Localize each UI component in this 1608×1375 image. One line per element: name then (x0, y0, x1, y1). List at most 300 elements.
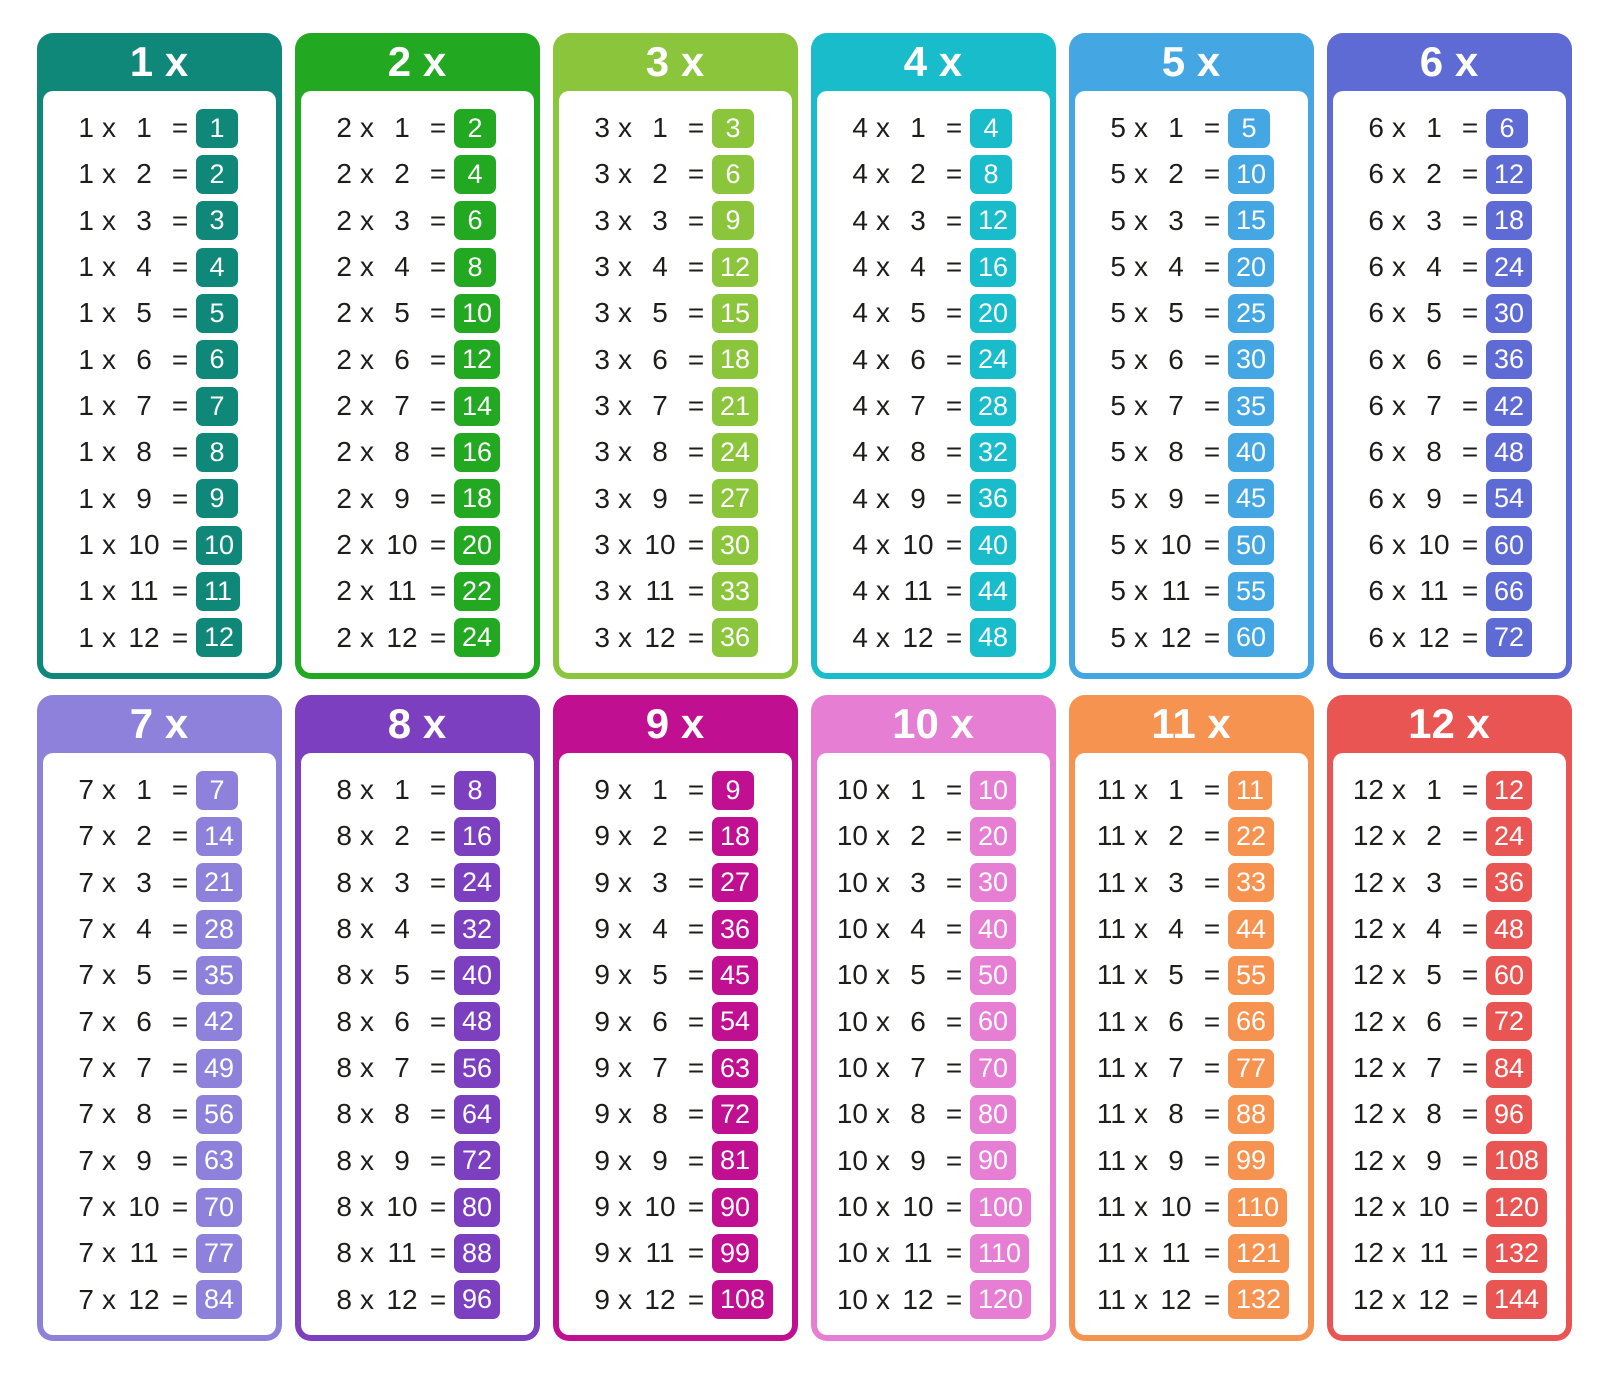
equation-row (301, 956, 534, 995)
equals-sign: = (1461, 575, 1479, 607)
multiplier: 12 (1160, 621, 1192, 653)
product-box: 70 (196, 1188, 242, 1227)
product-box: 18 (454, 479, 500, 518)
times-sign: x (618, 913, 632, 945)
product-slot (1228, 294, 1300, 333)
multiplicand: 12 (1352, 866, 1384, 898)
multiplicand: 8 (336, 1283, 352, 1315)
times-sign: x (876, 1144, 890, 1176)
equation-row (559, 526, 792, 565)
card-title: 11 x (1151, 700, 1231, 747)
multiplicand: 9 (594, 1237, 610, 1269)
times-sign: x (360, 866, 374, 898)
equals-sign: = (945, 1144, 963, 1176)
product-box: 99 (1228, 1141, 1274, 1180)
multiplicand: 8 (336, 1005, 352, 1037)
product-slot (196, 201, 268, 240)
equation-row (817, 248, 1050, 287)
equals-sign: = (429, 866, 447, 898)
multiplicand: 11 (1096, 913, 1126, 945)
multiplicand: 4 (852, 297, 868, 329)
multiplier: 11 (387, 575, 417, 607)
multiplicand: 7 (78, 820, 94, 852)
times-sign: x (102, 1005, 116, 1037)
product-slot (1228, 340, 1300, 379)
product-slot (970, 1095, 1042, 1134)
product-box: 24 (712, 433, 758, 472)
times-sign: x (1134, 1237, 1148, 1269)
times-sign: x (1392, 158, 1406, 190)
equals-sign: = (429, 959, 447, 991)
times-sign: x (360, 959, 374, 991)
equals-sign: = (171, 866, 189, 898)
equation-row (559, 956, 792, 995)
product-slot (454, 433, 526, 472)
product-box: 144 (1486, 1280, 1547, 1319)
equation-row (817, 155, 1050, 194)
equals-sign: = (429, 1283, 447, 1315)
product-slot (712, 201, 784, 240)
times-sign: x (102, 575, 116, 607)
product-slot (454, 910, 526, 949)
times-sign: x (1392, 1283, 1406, 1315)
equals-sign: = (1461, 204, 1479, 236)
times-sign: x (876, 820, 890, 852)
times-sign: x (102, 820, 116, 852)
equals-sign: = (429, 820, 447, 852)
multiplicand: 6 (1368, 390, 1384, 422)
product-slot (712, 1095, 784, 1134)
equation-row (43, 340, 276, 379)
product-slot (454, 863, 526, 902)
times-sign: x (102, 343, 116, 375)
multiplicand: 10 (836, 1237, 868, 1269)
multiplicand: 6 (1368, 251, 1384, 283)
equation-row (1333, 572, 1566, 611)
equation-row (559, 910, 792, 949)
product-slot (196, 863, 268, 902)
equation-row (1333, 248, 1566, 287)
product-slot (970, 1049, 1042, 1088)
times-sign: x (618, 343, 632, 375)
product-slot (1486, 1095, 1558, 1134)
product-box: 12 (454, 340, 500, 379)
equation-row (1333, 479, 1566, 518)
times-sign: x (360, 251, 374, 283)
multiplier: 4 (1168, 913, 1184, 945)
times-sign: x (1134, 820, 1148, 852)
equals-sign: = (687, 112, 705, 144)
product-slot (712, 863, 784, 902)
multiplicand: 12 (1352, 959, 1384, 991)
equation-row (1333, 1095, 1566, 1134)
product-slot (970, 1141, 1042, 1180)
product-slot (454, 956, 526, 995)
equals-sign: = (1461, 1191, 1479, 1223)
equals-sign: = (1461, 774, 1479, 806)
multiplicand: 12 (1352, 1005, 1384, 1037)
card-title: 10 x (892, 700, 974, 747)
equals-sign: = (171, 1144, 189, 1176)
multiplier: 11 (387, 1237, 417, 1269)
times-sign: x (876, 575, 890, 607)
product-box: 16 (970, 248, 1016, 287)
times-sign: x (618, 436, 632, 468)
equals-sign: = (945, 158, 963, 190)
product-slot (454, 248, 526, 287)
equals-sign: = (171, 1098, 189, 1130)
product-slot (454, 294, 526, 333)
product-box: 45 (712, 956, 758, 995)
equals-sign: = (945, 959, 963, 991)
multiplier: 2 (1426, 820, 1442, 852)
product-box: 5 (196, 294, 238, 333)
multiplicand: 1 (78, 204, 94, 236)
equals-sign: = (1461, 866, 1479, 898)
equation-row (43, 863, 276, 902)
multiplier: 9 (652, 1144, 668, 1176)
equation-row (301, 1002, 534, 1041)
multiplicand: 7 (78, 1283, 94, 1315)
product-box: 40 (454, 956, 500, 995)
multiplier: 1 (1168, 774, 1184, 806)
multiplicand: 1 (78, 390, 94, 422)
product-box: 12 (1486, 771, 1532, 810)
multiplier: 5 (136, 297, 152, 329)
multiplicand: 7 (78, 1191, 94, 1223)
product-box: 6 (454, 201, 496, 240)
multiplicand: 4 (852, 436, 868, 468)
product-slot (1486, 771, 1558, 810)
product-box: 72 (1486, 1002, 1532, 1041)
equation-row (1333, 109, 1566, 148)
multiplier: 8 (136, 1098, 152, 1130)
equation-row (1075, 340, 1308, 379)
product-box: 90 (712, 1188, 758, 1227)
product-slot (196, 248, 268, 287)
product-slot (1228, 1188, 1300, 1227)
product-slot (454, 1002, 526, 1041)
times-table-card (553, 33, 798, 679)
multiplicand: 10 (836, 1052, 868, 1084)
multiplier: 10 (644, 529, 676, 561)
product-slot (1228, 1049, 1300, 1088)
product-slot (970, 248, 1042, 287)
multiplier: 4 (652, 251, 668, 283)
multiplicand: 4 (852, 204, 868, 236)
equation-row (1075, 1095, 1308, 1134)
equals-sign: = (945, 112, 963, 144)
product-slot (454, 1095, 526, 1134)
equation-row (1333, 618, 1566, 657)
multiplier: 9 (394, 482, 410, 514)
multiplier: 1 (652, 112, 668, 144)
product-slot (1486, 109, 1558, 148)
times-sign: x (102, 436, 116, 468)
multiplicand: 8 (336, 913, 352, 945)
times-sign: x (360, 343, 374, 375)
multiplicand: 2 (336, 112, 352, 144)
multiplicand: 6 (1368, 158, 1384, 190)
multiplier: 9 (136, 1144, 152, 1176)
product-slot (970, 572, 1042, 611)
product-box: 16 (454, 817, 500, 856)
equals-sign: = (1203, 1237, 1221, 1269)
equation-row (301, 1095, 534, 1134)
multiplier: 2 (136, 158, 152, 190)
equals-sign: = (1461, 529, 1479, 561)
times-sign: x (876, 158, 890, 190)
multiplier: 3 (652, 204, 668, 236)
product-slot (970, 910, 1042, 949)
equation-row (817, 863, 1050, 902)
product-slot (1486, 1049, 1558, 1088)
times-sign: x (102, 112, 116, 144)
equals-sign: = (171, 343, 189, 375)
multiplier: 11 (903, 1237, 933, 1269)
multiplicand: 7 (78, 774, 94, 806)
product-box: 9 (712, 201, 754, 240)
product-box: 72 (712, 1095, 758, 1134)
product-slot (970, 618, 1042, 657)
multiplicand: 7 (78, 1052, 94, 1084)
times-sign: x (102, 1098, 116, 1130)
equation-row (43, 526, 276, 565)
product-slot (970, 1234, 1042, 1273)
equation-row (1075, 479, 1308, 518)
times-sign: x (1392, 913, 1406, 945)
product-slot (196, 479, 268, 518)
times-sign: x (1134, 774, 1148, 806)
multiplicand: 4 (852, 529, 868, 561)
equals-sign: = (1461, 390, 1479, 422)
multiplier: 5 (652, 297, 668, 329)
equation-row (1333, 1141, 1566, 1180)
equation-row (43, 248, 276, 287)
multiplier: 3 (1168, 204, 1184, 236)
product-slot (454, 201, 526, 240)
equation-row (301, 294, 534, 333)
times-sign: x (618, 529, 632, 561)
product-box: 42 (1486, 387, 1532, 426)
product-box: 48 (970, 618, 1016, 657)
equation-row (1075, 433, 1308, 472)
multiplicand: 4 (852, 482, 868, 514)
multiplicand: 2 (336, 158, 352, 190)
multiplicand: 9 (594, 959, 610, 991)
times-sign: x (102, 1052, 116, 1084)
multiplier: 8 (136, 436, 152, 468)
product-slot (970, 771, 1042, 810)
multiplicand: 2 (336, 390, 352, 422)
multiplicand: 6 (1368, 204, 1384, 236)
times-sign: x (1134, 866, 1148, 898)
times-sign: x (102, 913, 116, 945)
product-slot (1486, 1234, 1558, 1273)
equals-sign: = (945, 529, 963, 561)
times-sign: x (102, 297, 116, 329)
equals-sign: = (171, 529, 189, 561)
product-slot (712, 433, 784, 472)
multiplier: 7 (136, 390, 152, 422)
equals-sign: = (171, 774, 189, 806)
times-sign: x (618, 1005, 632, 1037)
product-box: 55 (1228, 572, 1274, 611)
product-slot (1486, 863, 1558, 902)
product-box: 18 (712, 340, 758, 379)
multiplier: 9 (136, 482, 152, 514)
multiplier: 10 (902, 1191, 934, 1223)
equation-row (43, 1049, 276, 1088)
multiplier: 3 (910, 866, 926, 898)
equals-sign: = (171, 1237, 189, 1269)
equation-row (43, 817, 276, 856)
product-slot (454, 340, 526, 379)
multiplicand: 1 (78, 436, 94, 468)
times-sign: x (360, 390, 374, 422)
product-box: 10 (1228, 155, 1274, 194)
product-slot (196, 1049, 268, 1088)
equals-sign: = (1461, 913, 1479, 945)
multiplicand: 5 (1110, 112, 1126, 144)
multiplicand: 12 (1352, 774, 1384, 806)
equation-row (559, 433, 792, 472)
equals-sign: = (171, 1052, 189, 1084)
card-body (1075, 91, 1308, 673)
equation-row (1075, 1049, 1308, 1088)
multiplicand: 11 (1096, 1283, 1126, 1315)
multiplier: 9 (1168, 482, 1184, 514)
times-sign: x (360, 575, 374, 607)
equation-row (43, 433, 276, 472)
multiplicand: 2 (336, 436, 352, 468)
multiplicand: 2 (336, 251, 352, 283)
equals-sign: = (429, 482, 447, 514)
multiplicand: 12 (1352, 1283, 1384, 1315)
product-box: 21 (712, 387, 758, 426)
times-sign: x (360, 1005, 374, 1037)
product-slot (970, 433, 1042, 472)
multiplier: 8 (652, 436, 668, 468)
times-sign: x (360, 482, 374, 514)
equals-sign: = (171, 913, 189, 945)
equals-sign: = (171, 390, 189, 422)
equals-sign: = (945, 575, 963, 607)
card-title: 9 x (645, 700, 705, 747)
product-box: 50 (1228, 526, 1274, 565)
times-sign: x (102, 158, 116, 190)
multiplicand: 9 (594, 866, 610, 898)
times-sign: x (1392, 343, 1406, 375)
equation-row (43, 294, 276, 333)
times-sign: x (876, 774, 890, 806)
multiplier: 6 (1426, 1005, 1442, 1037)
product-box: 12 (970, 201, 1016, 240)
product-slot (970, 479, 1042, 518)
product-slot (970, 817, 1042, 856)
equals-sign: = (1203, 575, 1221, 607)
multiplier: 3 (910, 204, 926, 236)
times-sign: x (360, 1052, 374, 1084)
equals-sign: = (687, 1144, 705, 1176)
times-sign: x (1392, 112, 1406, 144)
times-sign: x (618, 1283, 632, 1315)
equation-row (43, 201, 276, 240)
multiplicand: 7 (78, 913, 94, 945)
times-sign: x (618, 251, 632, 283)
multiplier: 6 (136, 1005, 152, 1037)
product-box: 72 (454, 1141, 500, 1180)
times-sign: x (1392, 1191, 1406, 1223)
product-slot (970, 1188, 1042, 1227)
equation-row (559, 294, 792, 333)
product-box: 22 (454, 572, 500, 611)
product-slot (970, 294, 1042, 333)
equation-row (1333, 817, 1566, 856)
product-slot (1486, 340, 1558, 379)
times-sign: x (876, 112, 890, 144)
times-sign: x (1392, 529, 1406, 561)
equation-row (1333, 1002, 1566, 1041)
multiplicand: 5 (1110, 390, 1126, 422)
times-sign: x (1134, 390, 1148, 422)
product-box: 36 (712, 910, 758, 949)
equation-row (559, 479, 792, 518)
times-sign: x (876, 204, 890, 236)
multiplicand: 11 (1096, 1098, 1126, 1130)
product-slot (1228, 956, 1300, 995)
equals-sign: = (945, 1191, 963, 1223)
multiplicand: 7 (78, 959, 94, 991)
multiplier: 5 (910, 297, 926, 329)
equals-sign: = (687, 482, 705, 514)
product-box: 11 (196, 572, 240, 611)
times-sign: x (618, 575, 632, 607)
multiplier: 8 (910, 436, 926, 468)
equals-sign: = (1461, 1144, 1479, 1176)
multiplier: 10 (128, 529, 160, 561)
times-sign: x (618, 297, 632, 329)
equation-row (301, 201, 534, 240)
equation-row (301, 572, 534, 611)
equals-sign: = (1461, 436, 1479, 468)
times-sign: x (360, 204, 374, 236)
equation-row (559, 771, 792, 810)
equation-row (301, 1049, 534, 1088)
product-box: 12 (1486, 155, 1532, 194)
equation-row (301, 387, 534, 426)
product-box: 22 (1228, 817, 1274, 856)
multiplicand: 12 (1352, 913, 1384, 945)
multiplier: 9 (910, 1144, 926, 1176)
product-box: 10 (454, 294, 500, 333)
equals-sign: = (1203, 866, 1221, 898)
multiplicand: 2 (336, 575, 352, 607)
product-box: 55 (1228, 956, 1274, 995)
multiplicand: 5 (1110, 297, 1126, 329)
multiplier: 6 (652, 343, 668, 375)
multiplicand: 9 (594, 1191, 610, 1223)
multiplier: 4 (1426, 251, 1442, 283)
product-slot (712, 771, 784, 810)
equals-sign: = (687, 1098, 705, 1130)
product-box: 9 (196, 479, 238, 518)
times-sign: x (102, 1144, 116, 1176)
card-body (301, 753, 534, 1335)
multiplier: 2 (1168, 158, 1184, 190)
equation-row (1333, 433, 1566, 472)
product-slot (454, 618, 526, 657)
